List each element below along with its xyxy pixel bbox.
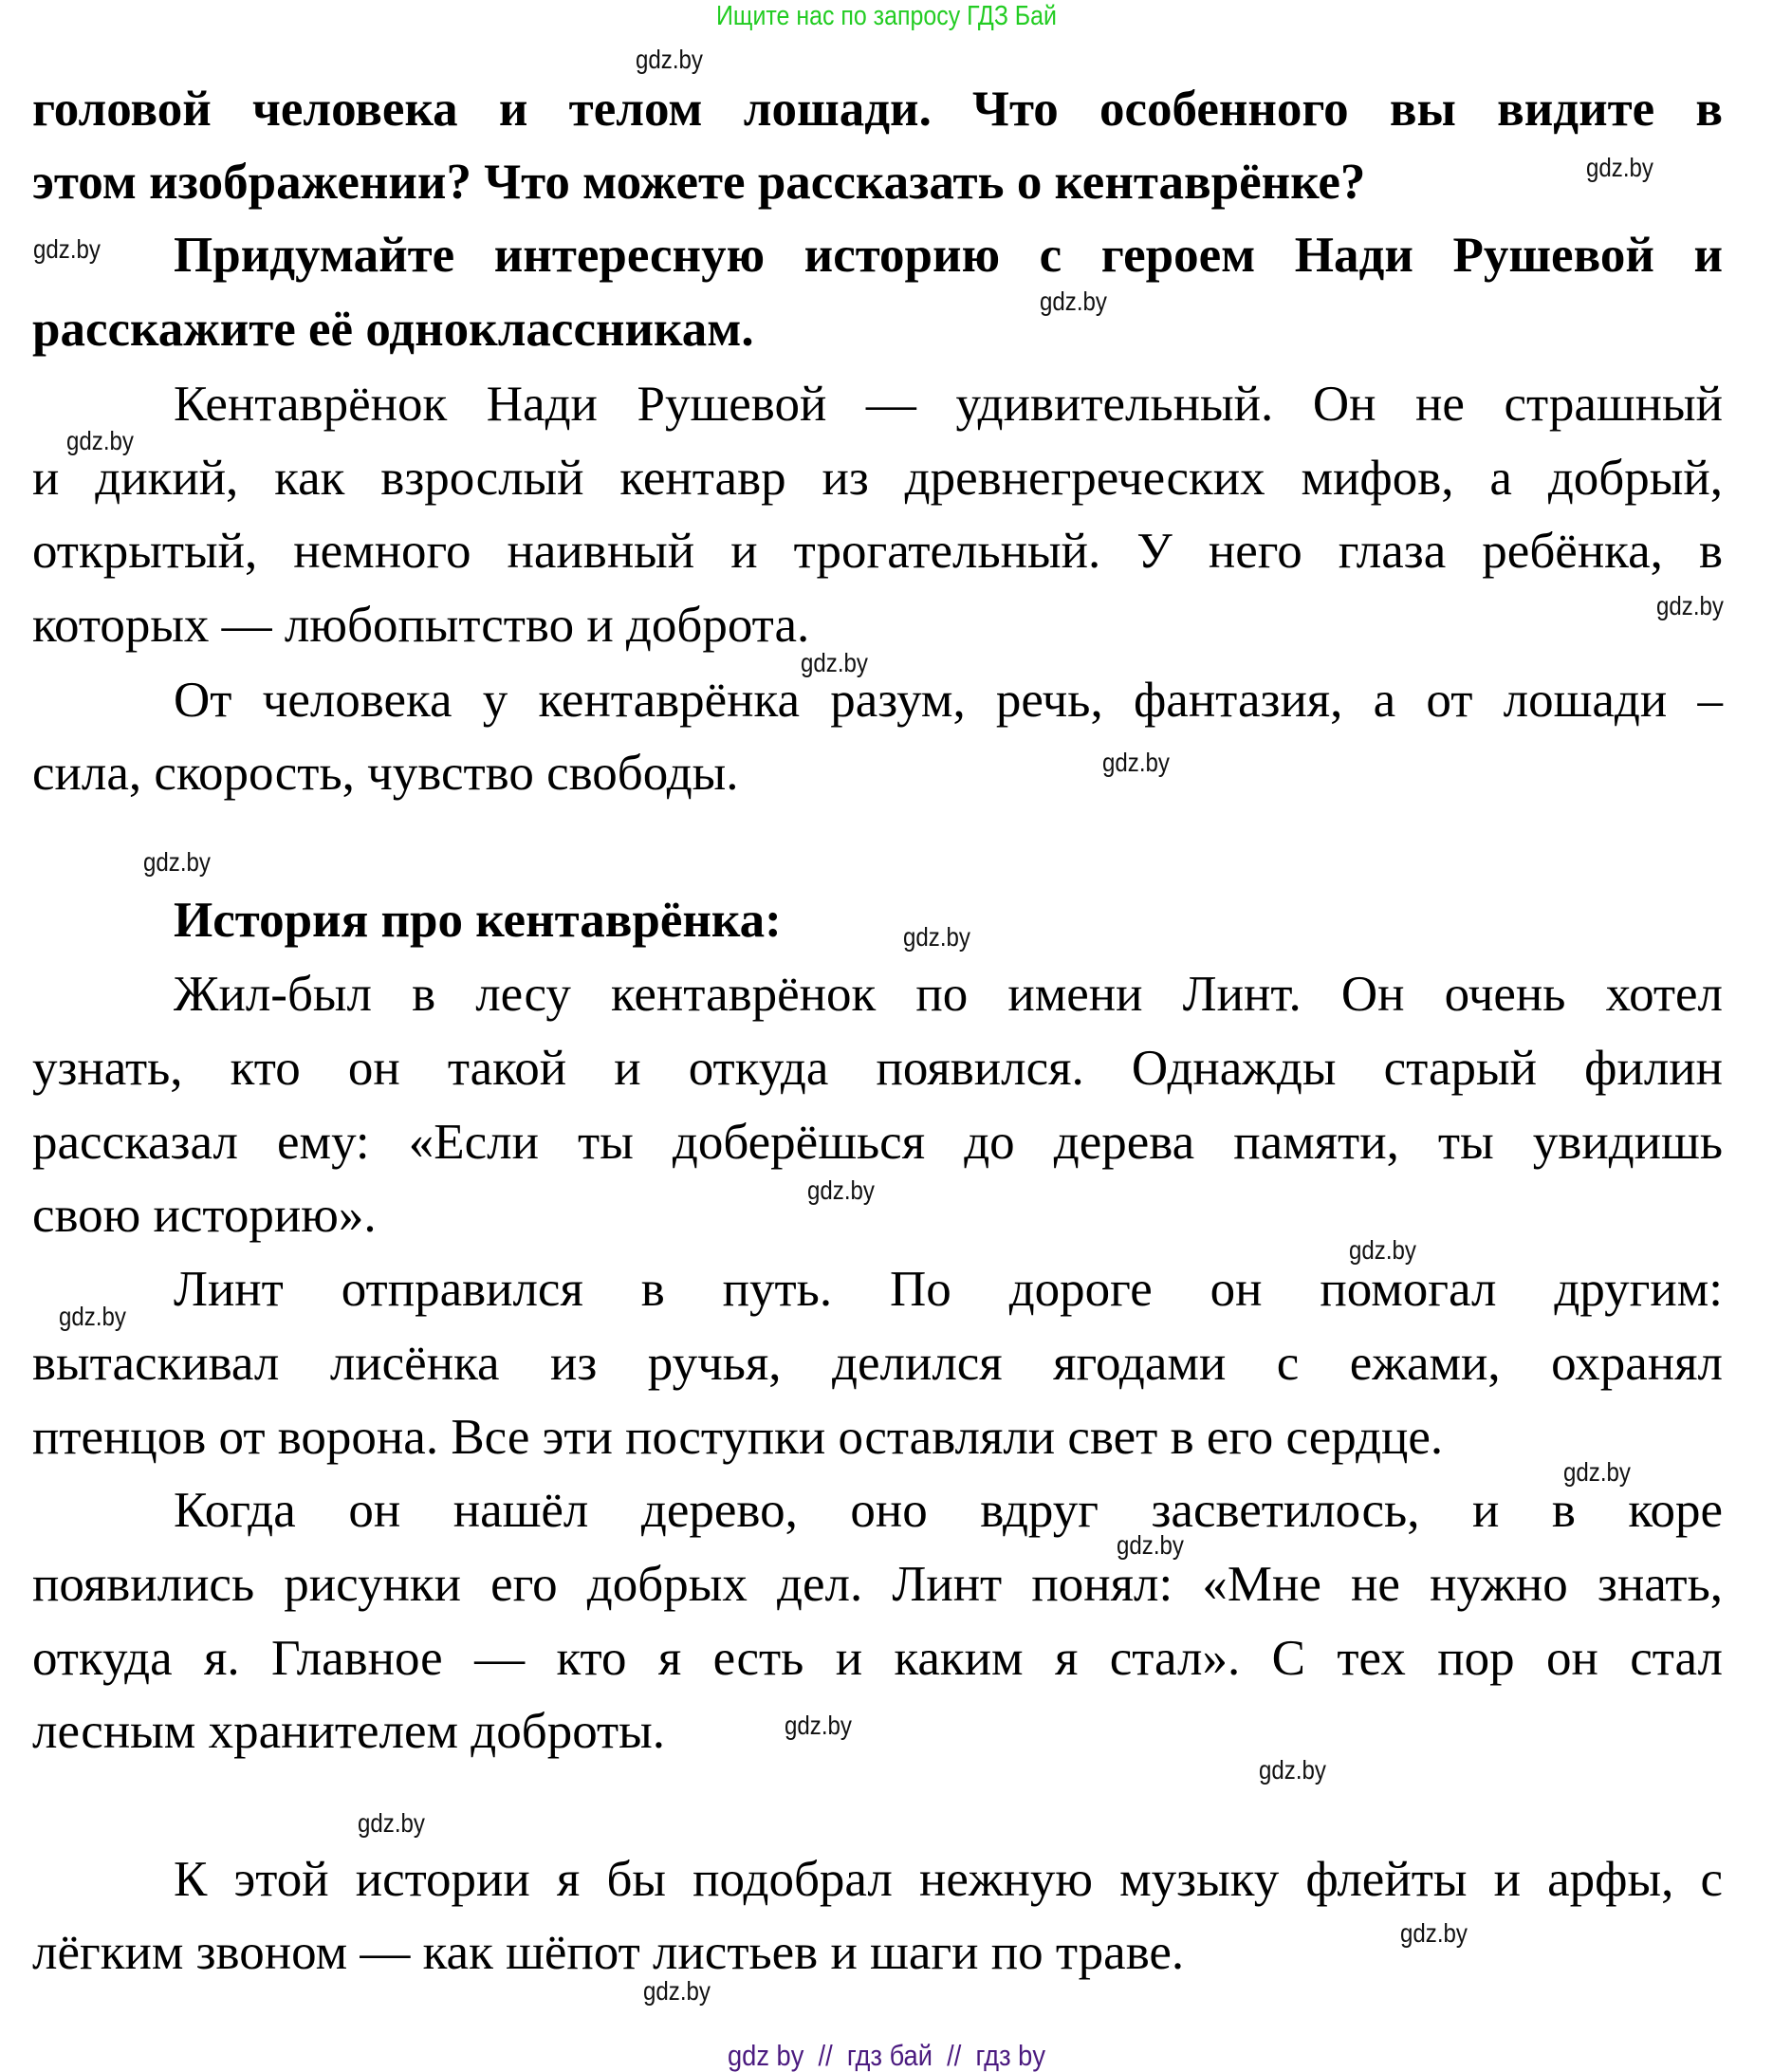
watermark: gdz.by <box>643 1976 711 2006</box>
text-line: лёгким звоном — как шёпот листьев и шаги по траве. <box>32 1925 1185 1980</box>
watermark: gdz.by <box>903 922 970 952</box>
question-line-1 <box>32 76 1723 142</box>
text-line: Когда он нашёл дерево, оно вдруг засветилось, и в коре <box>174 1483 1723 1538</box>
story-paragraph-3-line-1 <box>174 1477 1723 1544</box>
watermark: gdz.by <box>636 45 703 74</box>
answer-paragraph-2-line-2 <box>32 740 1723 806</box>
footer-site-links: gdz by // гдз бай // гдз by <box>727 2039 1046 2072</box>
story-paragraph-1-line-3 <box>32 1109 1723 1175</box>
music-paragraph-line-1 <box>174 1846 1723 1913</box>
text-line: головой человека и телом лошади. Что особенного вы видите в <box>32 82 1723 137</box>
watermark: gdz.by <box>1656 591 1724 620</box>
watermark: gdz.by <box>1586 153 1653 182</box>
text-line: Линт отправился в путь. По дороге он помогал другим: <box>174 1262 1723 1317</box>
task-line-2 <box>32 296 1723 362</box>
text-line: расскажите её одноклассникам. <box>32 302 754 357</box>
story-paragraph-3-line-4 <box>32 1698 1723 1765</box>
watermark: gdz.by <box>785 1711 852 1740</box>
answer-paragraph-1-line-1 <box>174 371 1723 437</box>
watermark: gdz.by <box>1102 748 1170 777</box>
text-line: От человека у кентаврёнка разум, речь, фантазия, а от лошади – <box>174 673 1723 728</box>
text-line: птенцов от ворона. Все эти поступки оставляли свет в его сердце. <box>32 1410 1444 1465</box>
watermark: gdz.by <box>1349 1235 1416 1265</box>
watermark: gdz.by <box>801 648 868 677</box>
text-line: лесным хранителем доброты. <box>32 1704 666 1759</box>
text-line: Кентаврёнок Нади Рушевой — удивительный. Он не страшный <box>174 377 1723 432</box>
story-paragraph-1-line-4 <box>32 1182 1723 1249</box>
text-line: открытый, немного наивный и трогательный. У него глаза ребёнка, в <box>32 524 1723 579</box>
watermark: gdz.by <box>66 426 134 455</box>
story-paragraph-1-line-2 <box>32 1035 1723 1101</box>
watermark: gdz.by <box>59 1302 126 1331</box>
story-paragraph-2-line-3 <box>32 1404 1723 1471</box>
text-line: вытаскивал лисёнка из ручья, делился ягодами с ежами, охранял <box>32 1336 1723 1391</box>
question-line-2 <box>32 149 1723 215</box>
answer-paragraph-1-line-2 <box>32 445 1723 511</box>
text-line: которых — любопытство и доброта. <box>32 598 810 653</box>
watermark: gdz.by <box>807 1175 875 1205</box>
watermark: gdz.by <box>33 234 101 264</box>
watermark: gdz.by <box>1117 1530 1184 1560</box>
watermark: gdz.by <box>1040 287 1107 316</box>
story-paragraph-2-line-1 <box>174 1256 1723 1323</box>
watermark: gdz.by <box>358 1808 425 1838</box>
text-line: Придумайте интересную историю с героем Нади Рушевой и <box>174 228 1723 283</box>
story-paragraph-3-line-3 <box>32 1625 1723 1692</box>
watermark: gdz.by <box>1563 1457 1631 1487</box>
answer-paragraph-2-line-1 <box>174 667 1723 733</box>
text-line: Жил-был в лесу кентаврёнок по имени Линт. Он очень хотел <box>174 967 1723 1022</box>
text-line: сила, скорость, чувство свободы. <box>32 746 739 801</box>
text-line: этом изображении? Что можете рассказать о кентаврёнке? <box>32 155 1366 210</box>
text-line: История про кентаврёнка: <box>174 893 782 948</box>
text-line: рассказал ему: «Если ты доберёшься до дерева памяти, ты увидишь <box>32 1115 1723 1170</box>
search-hint-banner: Ищите нас по запросу ГДЗ Бай <box>716 1 1057 31</box>
text-line: и дикий, как взрослый кентавр из древнегреческих мифов, а добрый, <box>32 451 1723 506</box>
text-line: откуда я. Главное — кто я есть и каким я стал». С тех пор он стал <box>32 1631 1723 1686</box>
text-line: узнать, кто он такой и откуда появился. Однажды старый филин <box>32 1041 1723 1096</box>
watermark: gdz.by <box>1259 1755 1326 1785</box>
story-paragraph-1-line-1 <box>174 961 1723 1027</box>
answer-paragraph-1-line-4 <box>32 592 1723 658</box>
story-paragraph-2-line-2 <box>32 1330 1723 1397</box>
watermark: gdz.by <box>143 847 211 877</box>
story-paragraph-3-line-2 <box>32 1551 1723 1618</box>
text-line: свою историю». <box>32 1188 377 1243</box>
task-line-1 <box>174 222 1723 288</box>
text-line: появились рисунки его добрых дел. Линт понял: «Мне не нужно знать, <box>32 1557 1723 1612</box>
answer-paragraph-1-line-3 <box>32 518 1723 584</box>
watermark: gdz.by <box>1400 1918 1468 1948</box>
text-line: К этой истории я бы подобрал нежную музыку флейты и арфы, с <box>174 1852 1723 1907</box>
music-paragraph-line-2 <box>32 1919 1723 1986</box>
